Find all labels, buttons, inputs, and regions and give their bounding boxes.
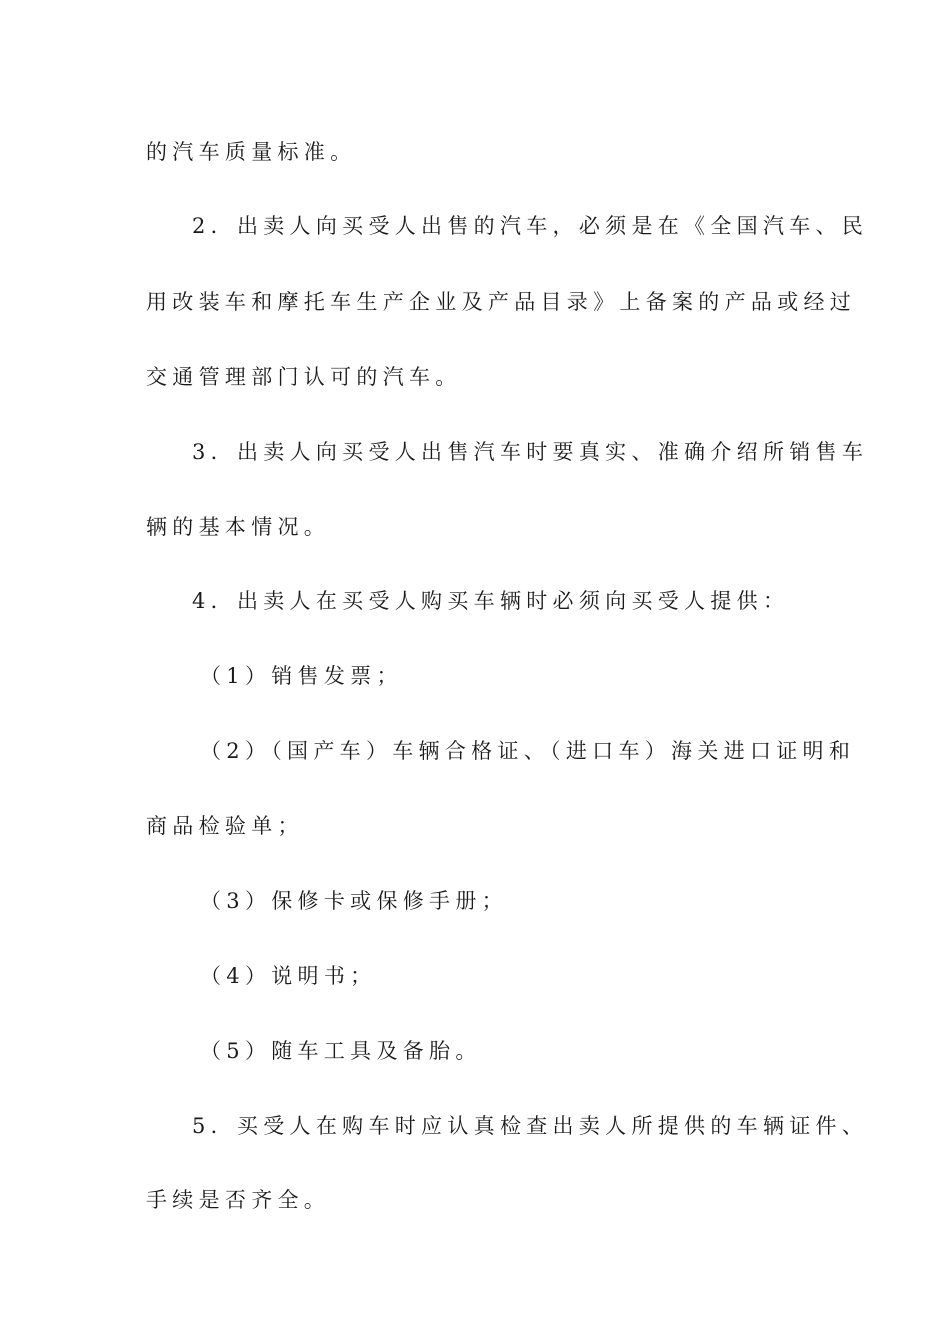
- clause-3-line-2: 辆的基本情况。: [146, 515, 331, 539]
- clause-2-line-1: 2．出卖人向买受人出售的汽车，必须是在《全国汽车、民: [192, 214, 869, 238]
- clause-2-line-2: 用改装车和摩托车生产企业及产品目录》上备案的产品或经过: [146, 290, 857, 314]
- clause-5-line-1: 5．买受人在购车时应认真检查出卖人所提供的车辆证件、: [192, 1114, 869, 1138]
- clause-3-line-1: 3．出卖人向买受人出售汽车时要真实、准确介绍所销售车: [192, 440, 869, 464]
- text-line-continuation: 的汽车质量标准。: [146, 140, 357, 164]
- clause-4-line-1: 4．出卖人在买受人购买车辆时必须向买受人提供：: [192, 589, 790, 613]
- clause-2-line-3: 交通管理部门认可的汽车。: [146, 365, 462, 389]
- clause-4-item-4: （4）说明书；: [200, 964, 377, 988]
- clause-4-item-3: （3）保修卡或保修手册；: [200, 889, 508, 913]
- clause-5-line-2: 手续是否齐全。: [146, 1188, 331, 1212]
- clause-4-item-5: （5）随车工具及备胎。: [200, 1039, 482, 1063]
- clause-4-item-2-line-1: （2）（国产车）车辆合格证、（进口车）海关进口证明和: [200, 739, 856, 763]
- clause-4-item-1: （1）销售发票；: [200, 664, 403, 688]
- clause-4-item-2-line-2: 商品检验单；: [146, 814, 304, 838]
